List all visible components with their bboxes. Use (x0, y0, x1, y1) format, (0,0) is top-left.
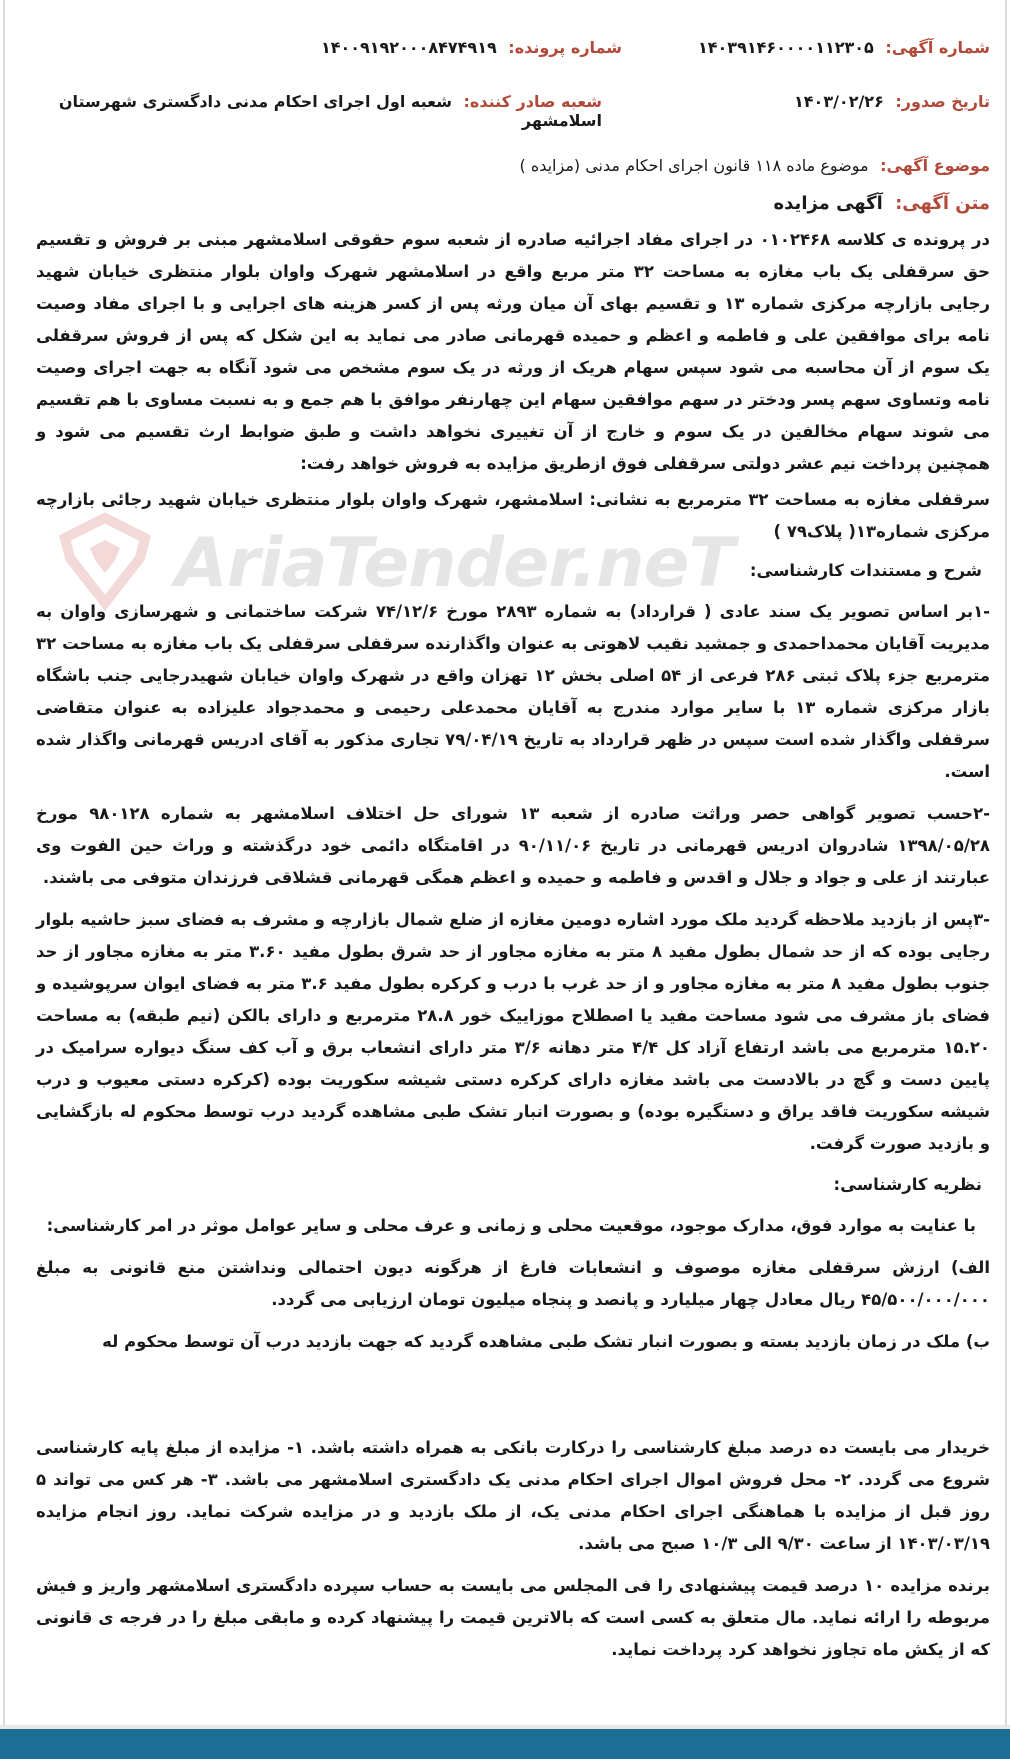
notice-content (36, 38, 990, 1670)
spacer (36, 1362, 990, 1432)
paragraph-considerations: با عنایت به موارد فوق، مدارک موجود، موقعیت محلی و زمانی و عرف محلی و سایر عوامل موثر در امر کارشناسی: (46, 1216, 976, 1235)
paragraph-property: سرقفلی مغازه به مساحت ۳۲ مترمربع به نشانی: اسلامشهر، شهرک واوان بلوار منتظری خیابان شهید رجائی بازارچه مرکزی شماره۱۳( پلاک۷۹ ) (36, 490, 990, 541)
file-number-value: ۱۴۰۰۹۱۹۲۰۰۰۸۴۷۴۹۱۹ (320, 38, 497, 57)
paragraph-inheritance: -۲حسب تصویر گواهی حصر وراثت صادره از شعبه ۱۳ شورای حل اختلاف اسلامشهر به شماره ۹۸۰۱۲۸ مورخ ۱۳۹۸/۰۵/۲۸ شادروان ادریس قهرمانی در تاریخ ۹۰/۱۱/۰۶ در اقامتگاه دائمی خود درگذشته و وراث حین الفوت وی عبارتند از علی و جواد و جلال و اقدس و فاطمه و حمیده و اعظم همگی قهرمانی قشلاقی فرزندان متوفی می باشند. (36, 804, 990, 887)
paragraph-closed-property: ب) ملک در زمان بازدید بسته و بصورت انبار تشک طبی مشاهده گردید که جهت بازدید درب آن توسط محکوم له (102, 1332, 990, 1351)
notice-number-label: شماره آگهی: (885, 38, 990, 57)
paragraph-inspection: -۳پس از بازدید ملاحظه گردید ملک مورد اشاره دومین مغازه از ضلع شمال بازارچه و مشرف به فضای سبز حاشیه بلوار رجایی بوده که از حد شمال بطول مفید ۸ متر به مغازه مجاور از حد شرق بطول مفید ۳.۶۰ متر به مغازه مجاور از حد جنوب بطول مفید ۸ متر به مغازه مجاور و از حد غرب با درب و کرکره بطول مفید ۳.۶ متر به فضای ایوان سرپوشیده و فضای باز مشرف می شود مساحت مفید یا اصطلاح موزاییک خور ۲۸.۸ مترمربع و دارای بالکن (نیم طبقه) به مساحت ۱۵.۲۰ مترمربع می باشد ارتفاع آزاد کل ۴/۴ متر دهانه ۳/۶ متر دارای انشعاب برق و آب کف سنگ دیواره سرامیک در پایین دست و گچ در بالادست می باشد مغازه دارای کرکره دستی شیشه سکوریت بوده (کرکره دستی معیوب و درب شیشه سکوریت فاقد یراق و دستگیره بوده) و بصورت انبار تشک طبی مشاهده گردید درب توسط محکوم له بازگشایی و بازدید صورت گرفت. (36, 910, 991, 1153)
notice-number (698, 38, 990, 57)
issuing-branch-label: شعبه صادر کننده: (463, 92, 602, 111)
paragraph-winner-payment: برنده مزایده ۱۰ درصد قیمت پیشنهادی را فی المجلس می بایست به حساب سپرده دادگستری اسلامشهر واریز و فیش مربوطه را ارائه نماید. مال متعلق به کسی است که بالاترین قیمت را پیشنهاد کرده و مابقی مبلغ را در فرجه ی قانونی که از یکش ماه تجاوز نخواهد کرد پرداخت نماید. (36, 1576, 990, 1659)
section-expert-docs: شرح و مستندات کارشناسی: (749, 561, 982, 580)
issue-date-label: تاریخ صدور: (895, 92, 990, 111)
notice-text-heading (36, 193, 990, 214)
paragraph-valuation: الف) ارزش سرقفلی مغازه موصوف و انشعابات فارغ از هرگونه دیون احتمالی ونداشتن منع قانونی به مبلغ ۴۵/۵۰۰/۰۰۰/۰۰۰ ریال معادل چهار میلیارد و پانصد و پنجاه میلیون تومان ارزیابی می گردد. (36, 1258, 990, 1309)
issue-date (794, 92, 990, 111)
file-number (321, 38, 622, 57)
issuing-branch (36, 92, 602, 130)
watermark-text: AriaTender.neT (175, 524, 734, 603)
issue-date-value: ۱۴۰۳/۰۲/۲۶ (794, 92, 884, 111)
section-expert-opinion: نظریه کارشناسی: (833, 1175, 982, 1194)
issuing-branch-value: شعبه اول اجرای احکام مدنی دادگستری شهرستان اسلامشهر (58, 92, 602, 130)
paragraph-auction-terms: خریدار می بایست ده درصد مبلغ کارشناسی را درکارت بانکی به همراه داشته باشد. ۱- مزایده از مبلغ پایه کارشناسی شروع می گردد. ۲- محل فروش اموال اجرای احکام مدنی یک دادگستری اسلامشهر می باشد. ۳- هر کس می تواند ۵ روز قبل از مزایده با هماهنگی اجرای احکام مدنی یک، از ملک بازدید و در مزایده شرکت نماید. روز انجام مزایده ۱۴۰۳/۰۳/۱۹ از ساعت ۹/۳۰ الی ۱۰/۳ صبح می باشد. (36, 1438, 990, 1553)
paragraph-contract: -۱بر اساس تصویر یک سند عادی ( قرارداد) به شماره ۲۸۹۳ مورخ ۷۴/۱۲/۶ شرکت ساختمانی و شهرسازی واوان به مدیریت آقایان محمداحمدی و جمشید نقیب لاهوتی به عنوان واگذارنده سرقفلی سرقفلی یک باب مغازه به مساحت ۳۲ مترمربع جزء پلاک ثبتی ۲۸۶ فرعی از ۵۴ اصلی بخش ۱۲ تهزان واقع در شهرک واوان خیابان شهیدرجایی جنب باشگاه بازار مرکزی شماره ۱۳ با سایر موارد مندرج به آقایان محمدعلی رحیمی و محمدجواد علیزاده به عنوان متقاضی سرقفلی واگذار شده است سپس در ظهر قرارداد به تاریخ ۷۹/۰۴/۱۹ تجاری مذکور به آقای ادریس قهرمانی واگذار شده است. (36, 602, 991, 781)
text-title: آگهی مزایده (773, 193, 883, 214)
file-number-label: شماره پرونده: (508, 38, 622, 57)
notice-number-value: ۱۴۰۳۹۱۴۶۰۰۰۰۱۱۲۳۰۵ (698, 38, 874, 57)
paragraph-case: در پرونده ی کلاسه ۰۱۰۲۴۶۸ در اجرای مفاد اجرائیه صادره از شعبه سوم حقوقی اسلامشهر مبنی بر فروش و تقسیم حق سرقفلی یک باب مغازه به مساحت ۳۲ متر مربع واقع در اسلامشهر شهرک واوان بلوار منتظری خیابان شهید رجایی بازارچه مرکزی شماره ۱۳ و تقسیم بهای آن میان ورثه پس از کسر هزینه های اجرایی و با اجرای مفاد وصیت نامه برای موافقین علی و فاطمه و اعظم و حمیده قهرمانی صادر می نماید به این شکل که پس از فروش سرقفلی یک سوم از آن محاسبه می شود سپس سهام هریک از ورثه در یک سوم مشخص می شود آنگاه به جهت اجرای وصیت نامه وتساوی سهم پسر ودختر در سهم موافقین سهام این چهارنفر موافق با هم جمع و به نسبت مساوی با هم تقسیم می شوند سهام مخالفین در یک سوم و خارج از آن تغییری نخواهد داشت و طبق ضوابط ارث تقسیم می شود و همچنین پرداخت نیم عشر دولتی سرقفلی فوق ازطریق مزایده به فروش خواهد رفت: (36, 230, 990, 473)
footer-bar (0, 1729, 1010, 1759)
meta-row-1 (36, 38, 990, 92)
subject-value: موضوع ماده ۱۱۸ قانون اجرای احکام مدنی (مزایده ) (519, 156, 869, 175)
subject-label: موضوع آگهی: (880, 156, 990, 175)
left-border (3, 0, 5, 1725)
notice-subject (36, 156, 990, 175)
right-border (1005, 0, 1007, 1725)
text-label: متن آگهی: (895, 193, 990, 214)
meta-row-2 (36, 92, 990, 152)
